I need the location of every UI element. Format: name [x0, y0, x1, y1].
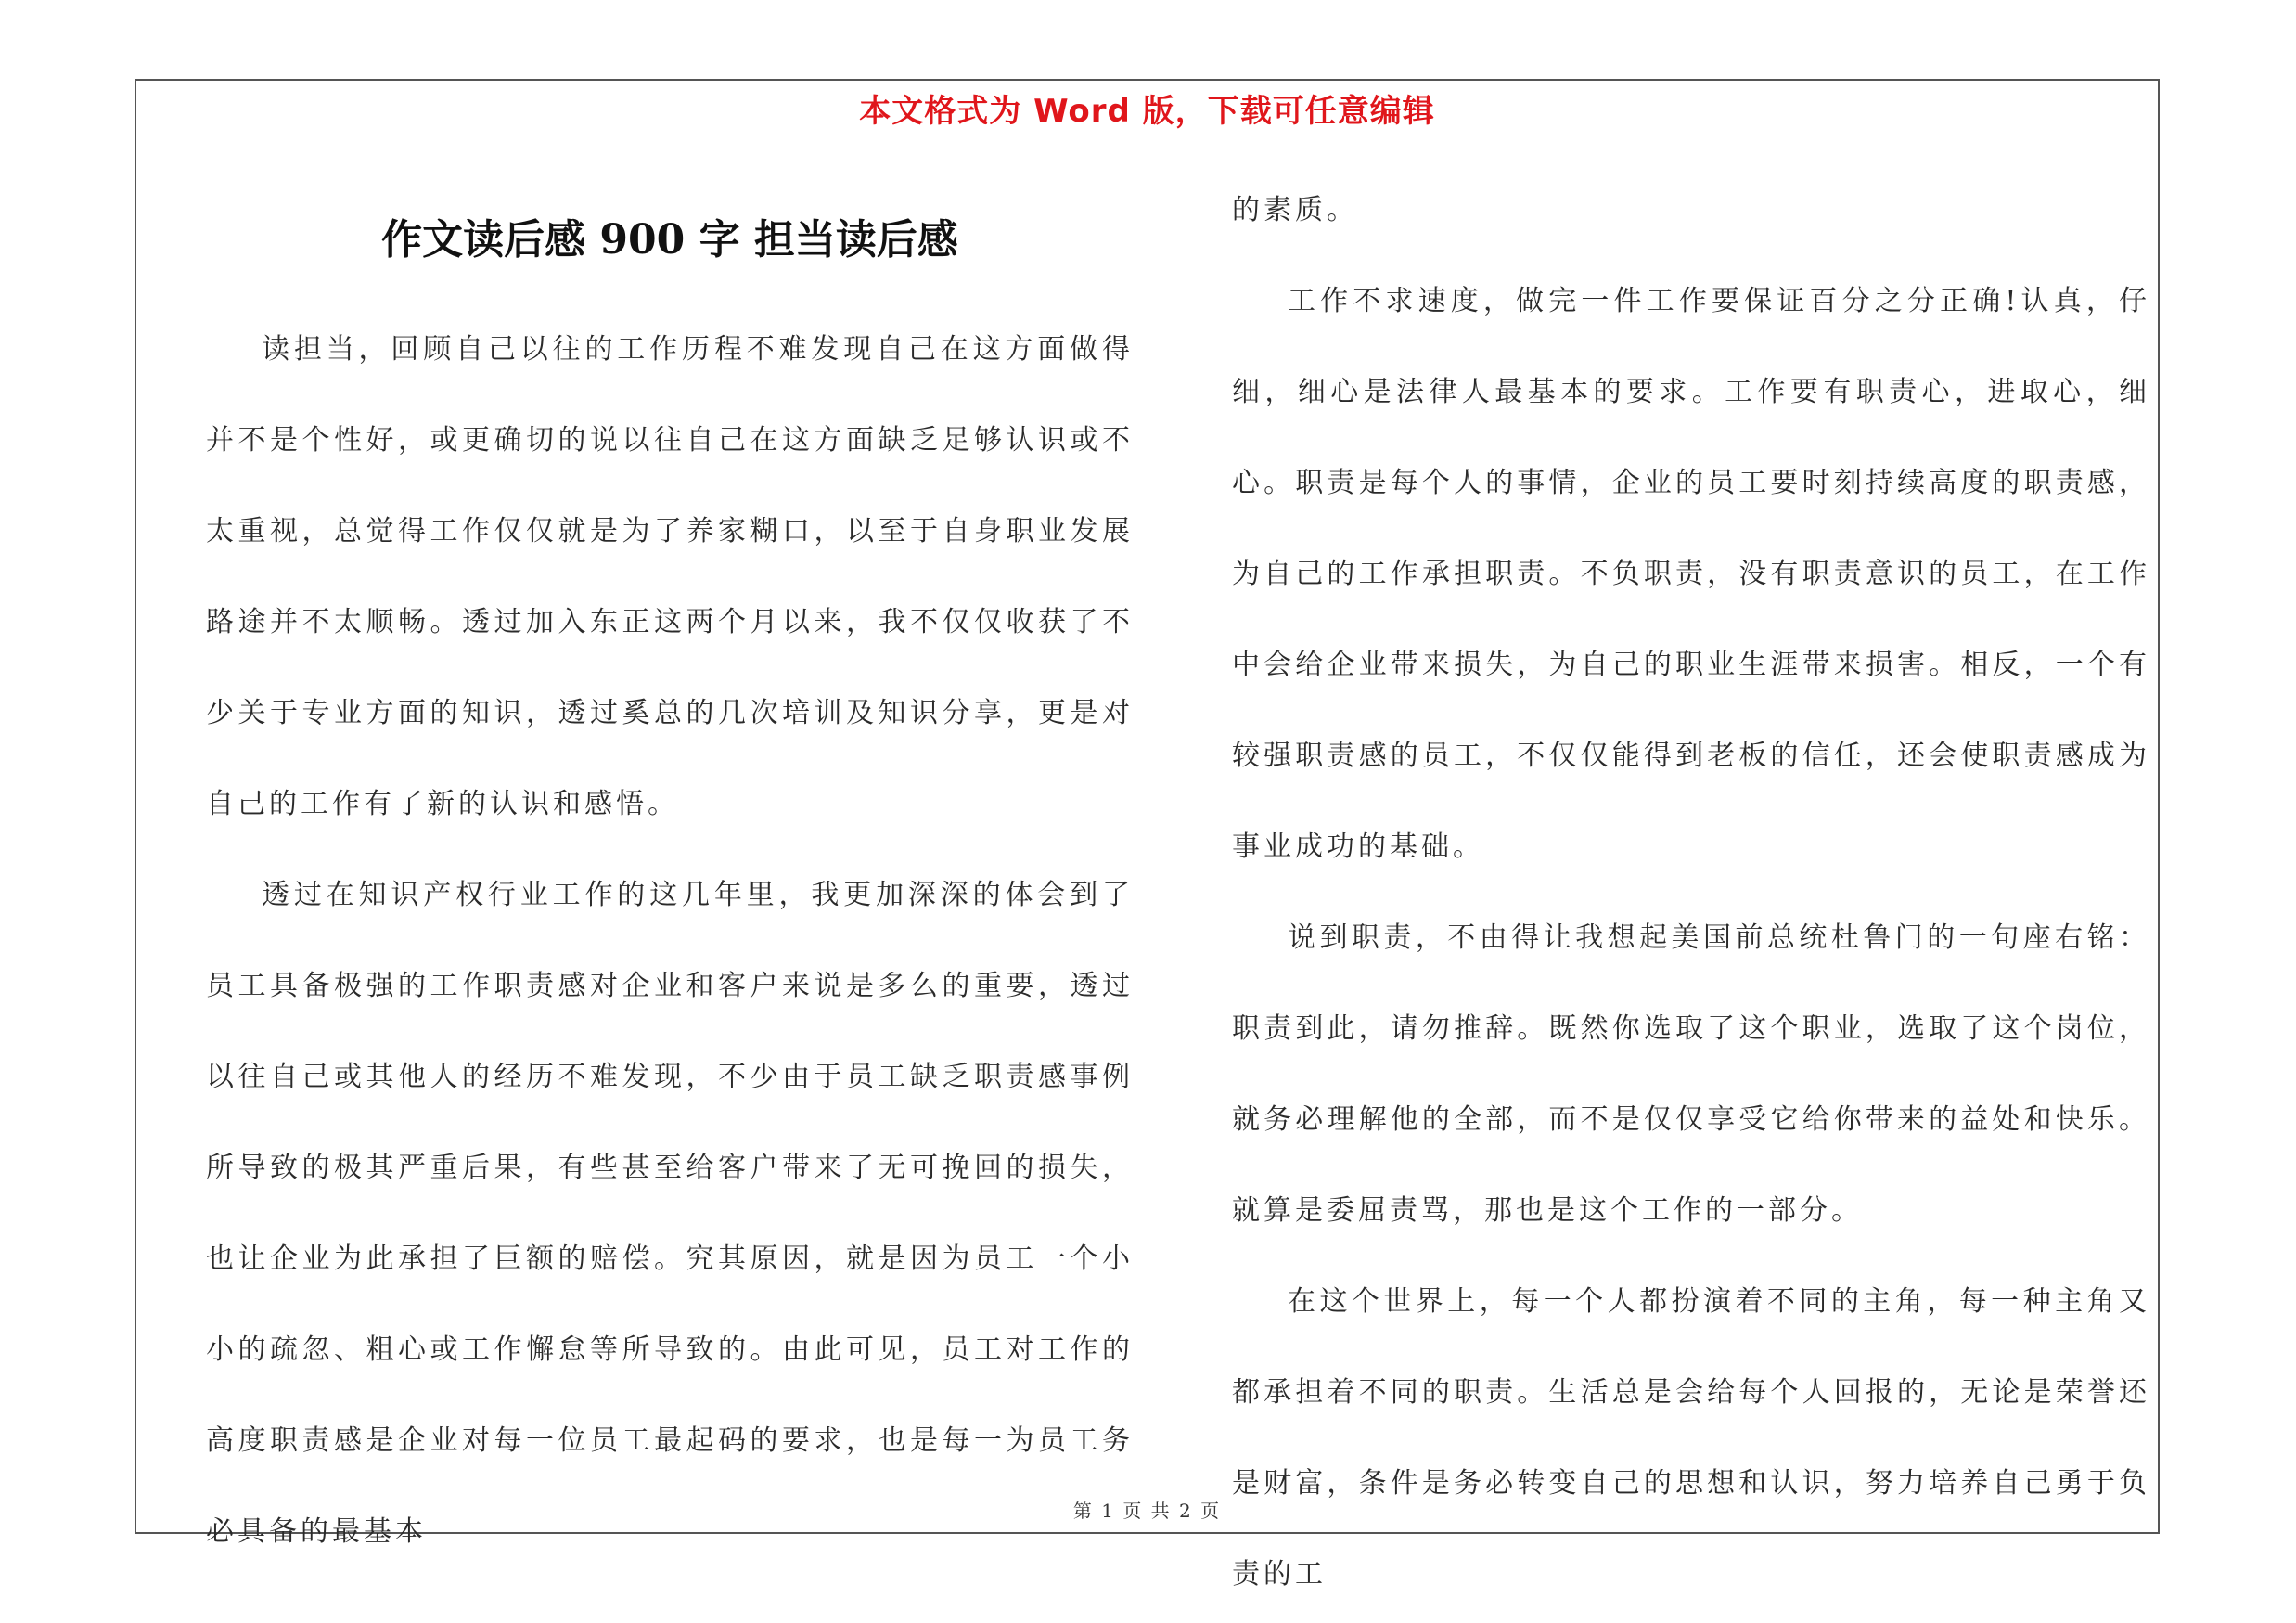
- paragraph: 说到职责，不由得让我想起美国前总统杜鲁门的一句座右铭：职责到此，请勿推辞。既然你选取了这个职业，选取了这个岗位，就务必理解他的全部，而不是仅仅享受它给你带来的益处和快乐。就算是委屈责骂，那也是这个工作的一部分。: [1232, 921, 2150, 1227]
- paragraph: 工作不求速度，做完一件工作要保证百分之分正确!认真，仔细，细心是法律人最基本的要求。工作要有职责心，进取心，细心。职责是每个人的事情，企业的员工要时刻持续高度的职责感，为自己的工作承担职责。不负职责，没有职责意识的员工，在工作中会给企业带来损失，为自己的职业生涯带来损害。相反，一个有较强职责感的员工，不仅仅能得到老板的信任，还会使职责感成为事业成功的基础。: [1232, 285, 2150, 863]
- paragraph-continuation: 的素质。: [1232, 194, 1358, 226]
- paragraph: 读担当，回顾自己以往的工作历程不难发现自己在这方面做得并不是个性好，或更确切的说以往自己在这方面缺乏足够认识或不太重视，总觉得工作仅仅就是为了养家糊口，以至于自身职业发展路途并不太顺畅。透过加入东正这两个月以来，我不仅仅收获了不少关于专业方面的知识，透过奚总的几次培训及知识分享，更是对自己的工作有了新的认识和感悟。: [206, 333, 1134, 820]
- word-format-banner: 本文格式为 Word 版，下载可任意编辑: [859, 93, 1435, 130]
- paragraph: 在这个世界上，每一个人都扮演着不同的主角，每一种主角又都承担着不同的职责。生活总是会给每个人回报的，无论是荣誉还是财富，条件是务必转变自己的思想和认识，努力培养自己勇于负责的工: [1232, 1285, 2150, 1591]
- left-column: [206, 304, 1134, 1548]
- page-number-footer: 第 1 页 共 2 页: [1072, 1500, 1222, 1522]
- document-title: 作文读后感 900 字 担当读后感: [381, 216, 958, 264]
- paragraph: 透过在知识产权行业工作的这几年里，我更加深深的体会到了员工具备极强的工作职责感对企业和客户来说是多么的重要，透过以往自己或其他人的经历不难发现，不少由于员工缺乏职责感事例所导致的极其严重后果，有些甚至给客户带来了无可挽回的损失，也让企业为此承担了巨额的赔偿。究其原因，就是因为员工一个小小的疏忽、粗心或工作懈怠等所导致的。由此可见，员工对工作的高度职责感是企业对每一位员工最起码的要求，也是每一为员工务必具备的最基本: [206, 879, 1134, 1548]
- right-column: [1232, 165, 2150, 1591]
